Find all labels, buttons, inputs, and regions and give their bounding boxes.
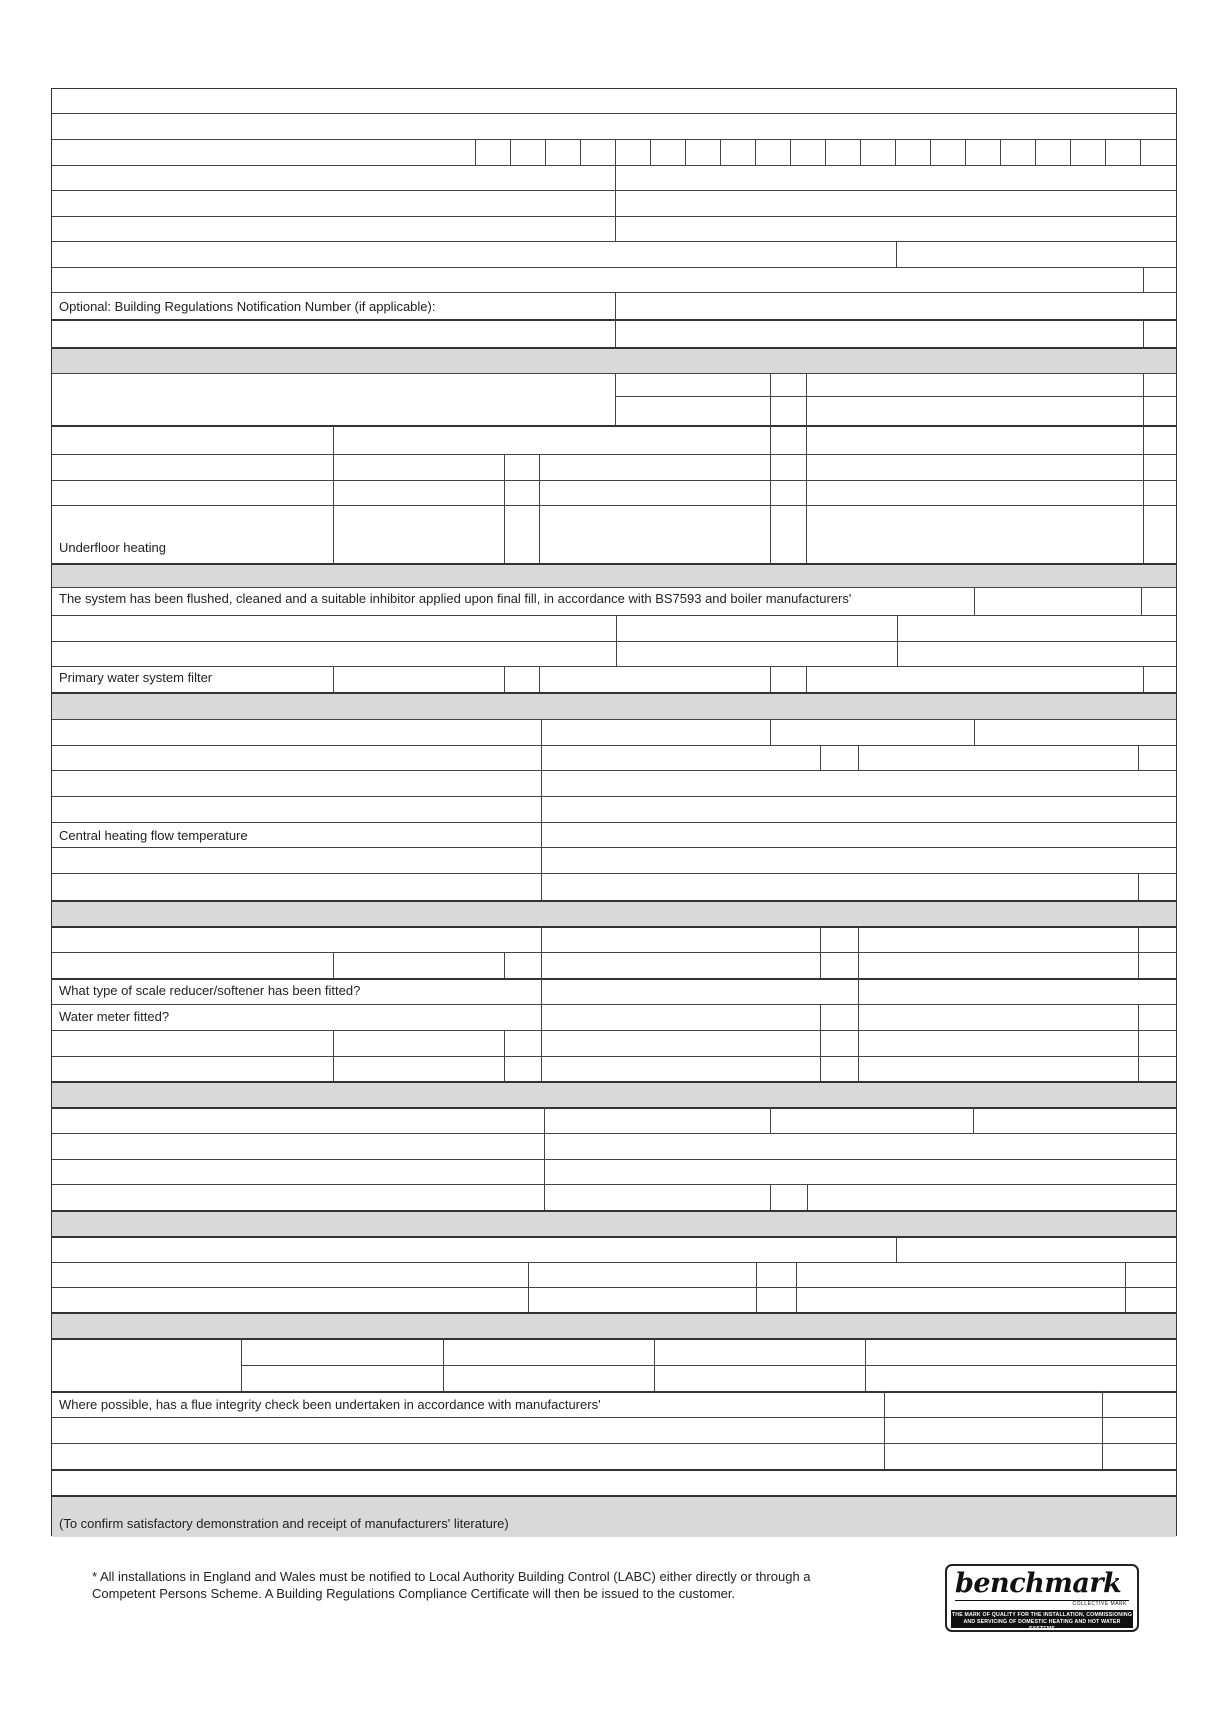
benchmark-wordmark: benchmark <box>955 1568 1122 1599</box>
strapline-line: AND SERVICING OF DOMESTIC HEATING AND HOT WATER SYSTEMS <box>963 1619 1121 1632</box>
section-band <box>52 1211 1176 1236</box>
section-band <box>52 1313 1176 1338</box>
underfloor-heating-label: Underfloor heating <box>59 540 166 555</box>
section-band <box>52 1082 1176 1107</box>
footnote-line: Competent Persons Scheme. A Building Regulations Compliance Certificate will then be issued to the customer. <box>92 1586 736 1601</box>
primary-filter-label: Primary water system filter <box>59 670 213 685</box>
footnote-line: * All installations in England and Wales must be notified to Local Authority Building Control (LABC) either directly or through a <box>92 1569 811 1584</box>
logo-strapline <box>951 1610 1133 1632</box>
flue-integrity-label: Where possible, has a flue integrity check been undertaken in accordance with manufacturers' <box>59 1397 601 1412</box>
commissioning-checklist-form <box>51 88 1177 1536</box>
collective-mark-text: COLLECTIVE MARK <box>1072 1601 1127 1607</box>
building-regs-label: Optional: Building Regulations Notification Number (if applicable): <box>59 299 436 314</box>
labc-footnote <box>92 1568 872 1602</box>
section-band <box>52 693 1176 719</box>
section-band <box>52 348 1176 373</box>
confirm-demonstration-label: (To confirm satisfactory demonstration and receipt of manufacturers' literature) <box>59 1516 509 1531</box>
water-meter-label: Water meter fitted? <box>59 1009 170 1024</box>
benchmark-logo <box>945 1564 1139 1632</box>
ch-flow-temperature-label: Central heating flow temperature <box>59 828 248 843</box>
scale-reducer-label: What type of scale reducer/softener has been fitted? <box>59 983 361 998</box>
system-flushed-label: The system has been flushed, cleaned and a suitable inhibitor applied upon final fill, in accordance with BS7593 and boiler manufacturers' <box>59 591 852 606</box>
strapline-line: THE MARK OF QUALITY FOR THE INSTALLATION, COMMISSIONING <box>951 1612 1133 1618</box>
section-band <box>52 564 1176 587</box>
section-band <box>52 901 1176 926</box>
